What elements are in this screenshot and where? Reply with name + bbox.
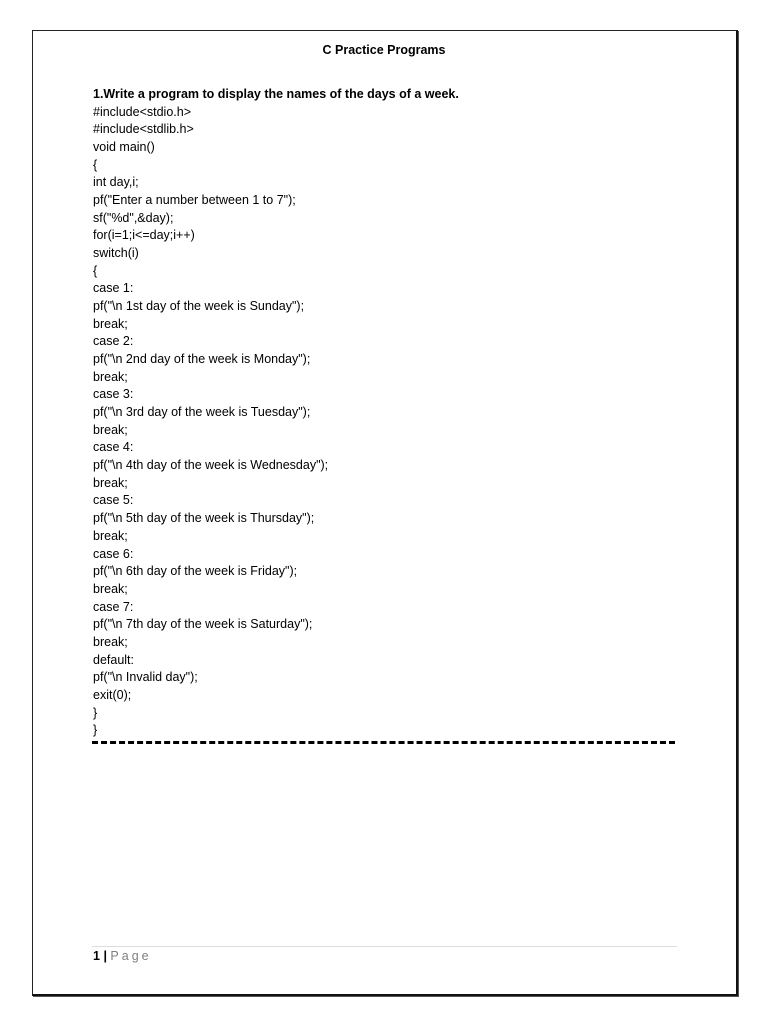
code-line: case 4:: [93, 440, 134, 455]
document-title: C Practice Programs: [322, 43, 446, 57]
code-line: #include<stdio.h>: [93, 104, 191, 119]
page-label: Page: [110, 949, 152, 963]
dotted-separator: [92, 741, 675, 744]
code-line: pf("Enter a number between 1 to 7");: [93, 193, 296, 208]
code-line: pf("\n 5th day of the week is Thursday");: [93, 511, 315, 526]
code-line: break;: [93, 475, 128, 490]
code-line: for(i=1;i<=day;i++): [93, 228, 195, 243]
code-line: {: [93, 263, 98, 278]
code-line: }: [93, 705, 98, 720]
code-line: void main(): [93, 140, 155, 155]
code-line: case 3:: [93, 387, 134, 402]
code-line: {: [93, 157, 98, 172]
code-line: pf("\n 7th day of the week is Saturday");: [93, 617, 313, 632]
page-separator: |: [103, 949, 107, 963]
code-line: case 1:: [93, 281, 134, 296]
document-body: [93, 86, 693, 740]
code-line: break;: [93, 316, 128, 331]
code-line: break;: [93, 528, 128, 543]
code-line: pf("\n Invalid day");: [93, 670, 198, 685]
code-line: }: [93, 723, 98, 738]
code-line: pf("\n 2nd day of the week is Monday");: [93, 352, 311, 367]
code-line: exit(0);: [93, 687, 132, 702]
code-line: pf("\n 1st day of the week is Sunday");: [93, 299, 305, 314]
page-number: 1: [93, 949, 100, 963]
code-line: pf("\n 4th day of the week is Wednesday");: [93, 458, 329, 473]
footer-divider: [92, 946, 677, 947]
code-line: break;: [93, 634, 128, 649]
code-line: case 5:: [93, 493, 134, 508]
code-block: [93, 104, 693, 740]
code-line: break;: [93, 581, 128, 596]
code-line: int day,i;: [93, 175, 139, 190]
code-line: case 6:: [93, 546, 134, 561]
code-line: break;: [93, 422, 128, 437]
code-line: case 7:: [93, 599, 134, 614]
code-line: pf("\n 6th day of the week is Friday");: [93, 564, 298, 579]
code-line: break;: [93, 369, 128, 384]
page-footer: [93, 948, 152, 964]
code-line: pf("\n 3rd day of the week is Tuesday");: [93, 405, 311, 420]
question-heading: 1.Write a program to display the names of the days of a week.: [93, 87, 459, 101]
code-line: #include<stdlib.h>: [93, 122, 194, 137]
code-line: sf("%d",&day);: [93, 210, 174, 225]
code-line: switch(i): [93, 246, 139, 261]
code-line: default:: [93, 652, 135, 667]
code-line: case 2:: [93, 334, 134, 349]
